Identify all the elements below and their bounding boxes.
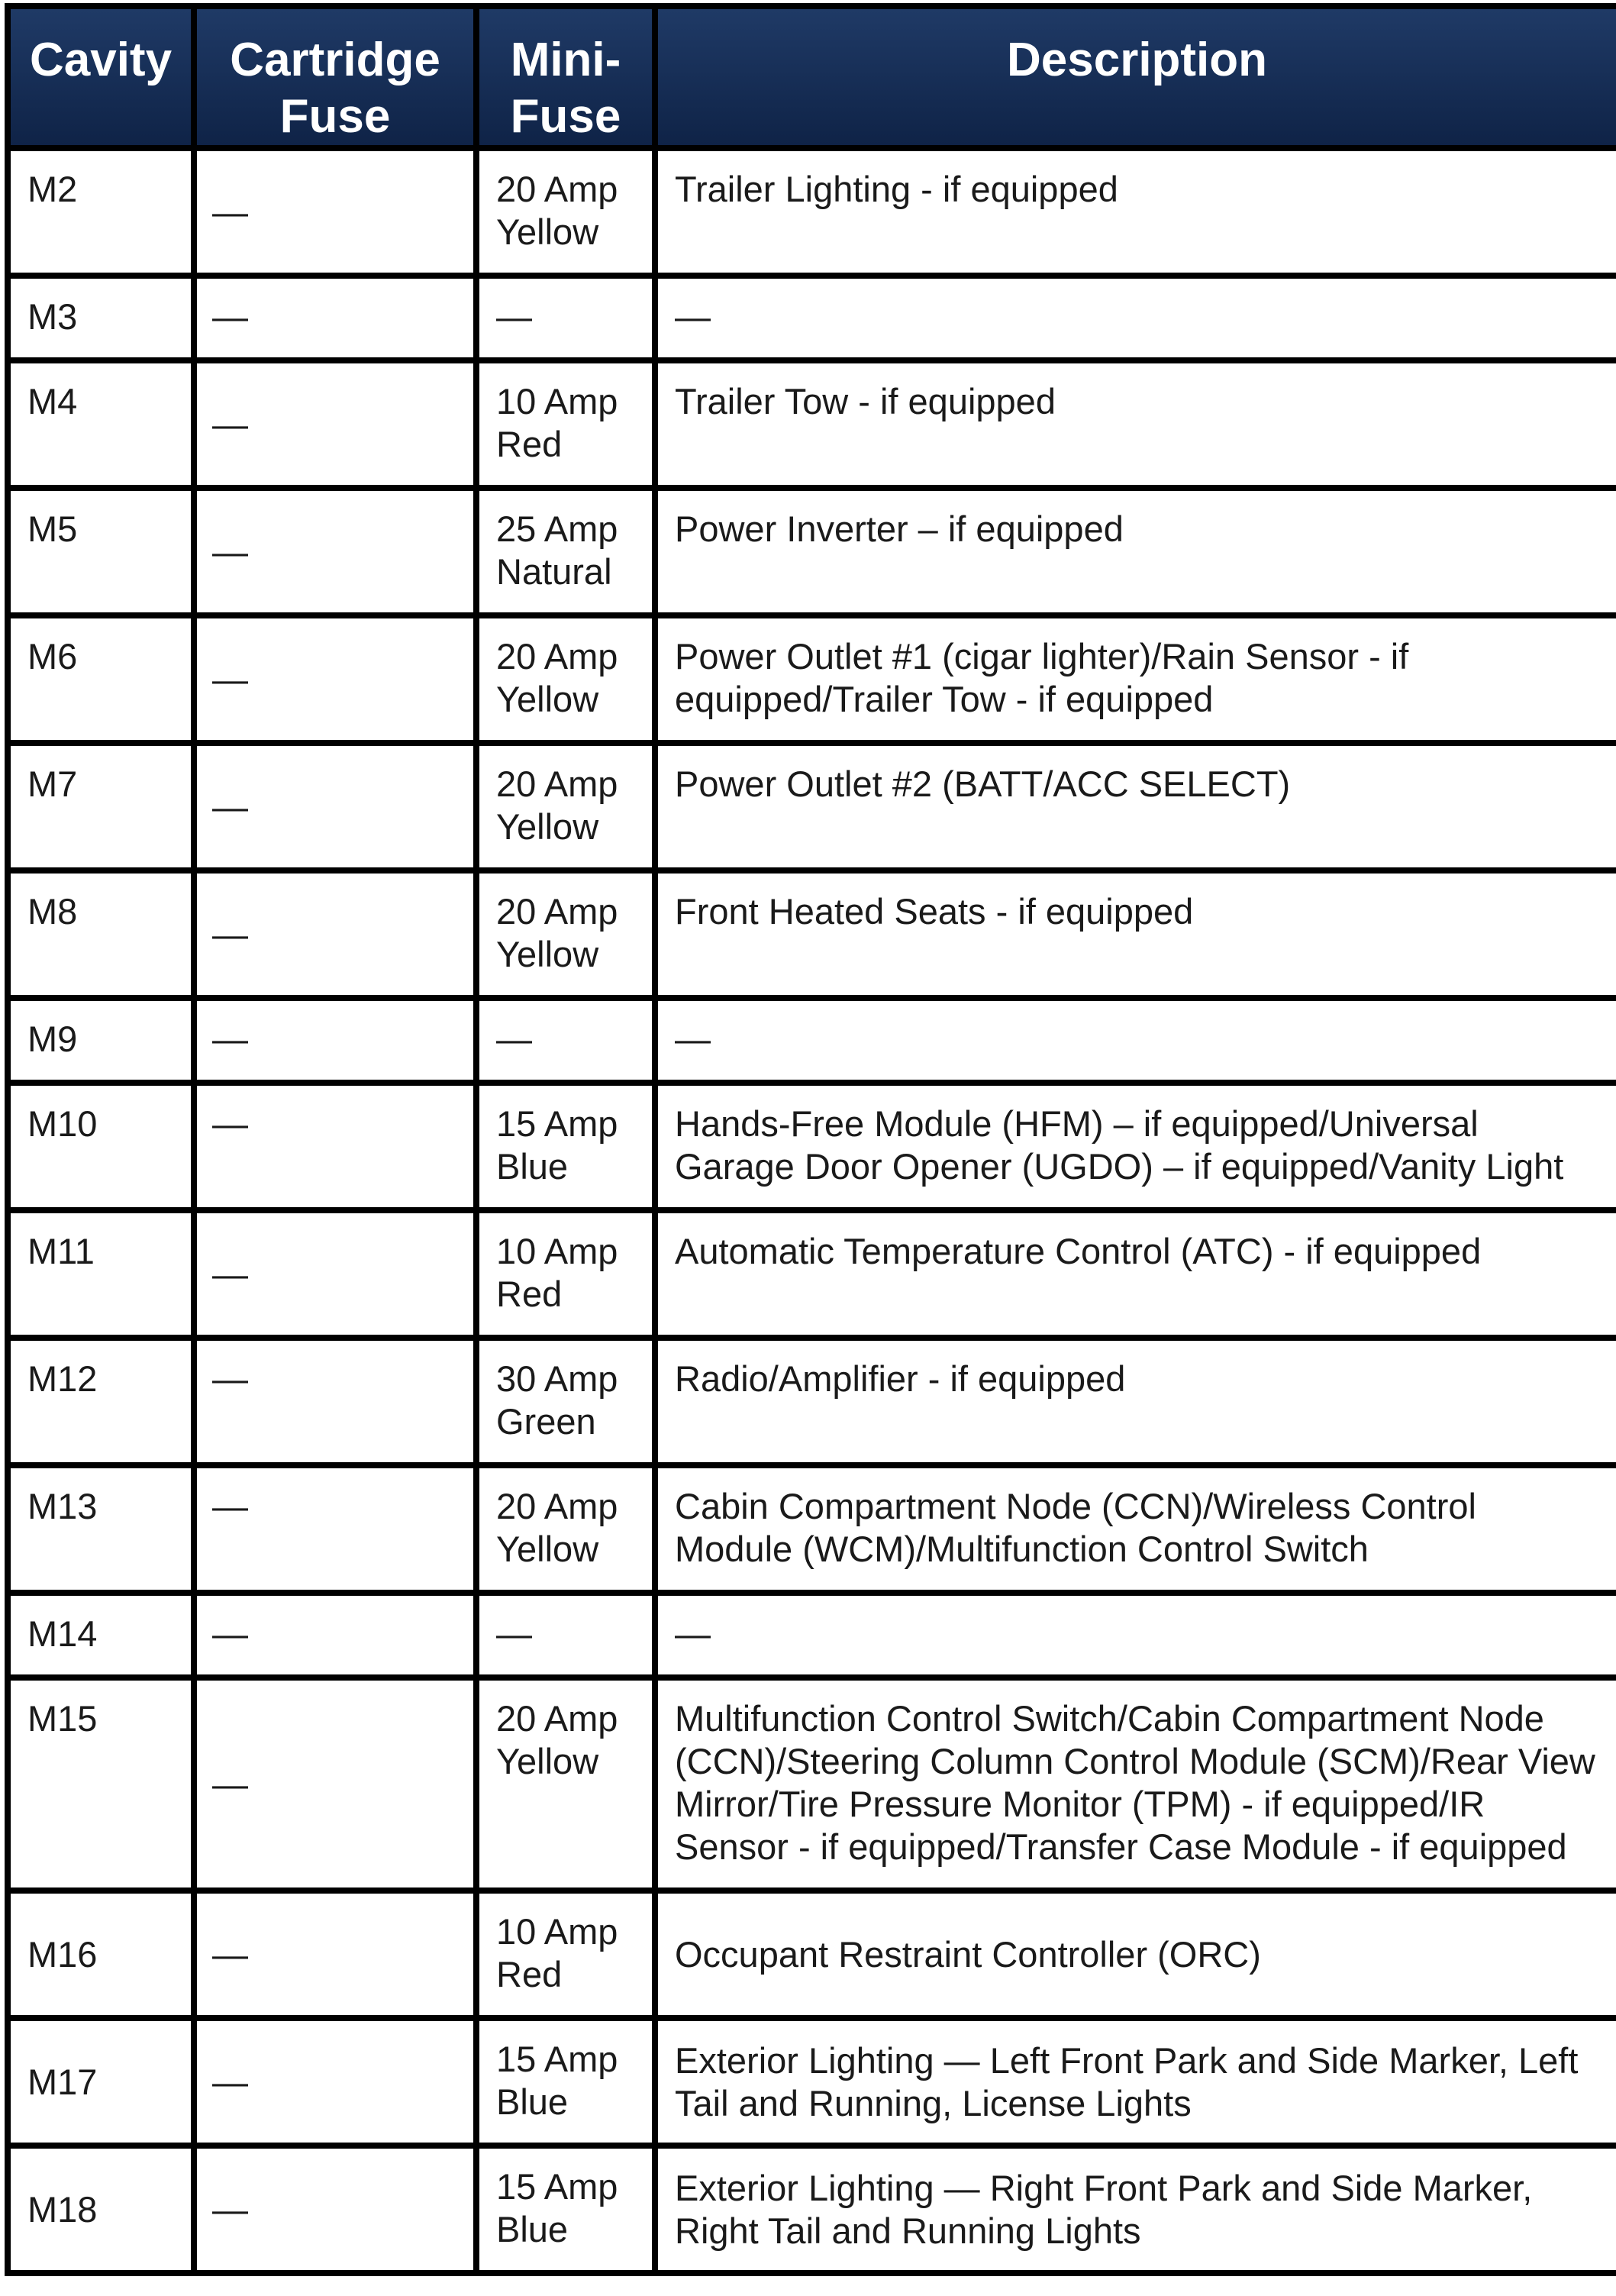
description-cell: Automatic Temperature Control (ATC) - if equipped xyxy=(655,1210,1616,1338)
cavity-cell: M16 xyxy=(8,1891,194,2018)
mini-fuse-cell: 20 Amp Yellow xyxy=(476,1465,655,1593)
mini-fuse-cell: 20 Amp Yellow xyxy=(476,743,655,870)
header-cavity: Cavity xyxy=(8,6,194,148)
description-cell: — xyxy=(655,1593,1616,1678)
cartridge-fuse-cell: — xyxy=(194,743,476,870)
table-row xyxy=(8,743,1616,870)
mini-fuse-cell: 15 Amp Blue xyxy=(476,2146,655,2273)
cavity-cell: M7 xyxy=(8,743,194,870)
description-cell: Exterior Lighting — Right Front Park and Side Marker, Right Tail and Running Lights xyxy=(655,2146,1616,2273)
table-row xyxy=(8,870,1616,998)
header-description: Description xyxy=(655,6,1616,148)
cavity-cell: M5 xyxy=(8,488,194,615)
table-row xyxy=(8,998,1616,1083)
cartridge-fuse-cell: — xyxy=(194,360,476,488)
mini-fuse-cell: 25 Amp Natural xyxy=(476,488,655,615)
header-cartridge-fuse: Cartridge Fuse xyxy=(194,6,476,148)
cartridge-fuse-cell: — xyxy=(194,276,476,360)
cartridge-fuse-cell: — xyxy=(194,2018,476,2146)
table-row xyxy=(8,2018,1616,2146)
fuse-table xyxy=(5,3,1616,2276)
cavity-cell: M9 xyxy=(8,998,194,1083)
cavity-cell: M4 xyxy=(8,360,194,488)
cartridge-fuse-cell: — xyxy=(194,998,476,1083)
cavity-cell: M12 xyxy=(8,1338,194,1465)
cavity-cell: M15 xyxy=(8,1678,194,1891)
cartridge-fuse-cell: — xyxy=(194,488,476,615)
cartridge-fuse-cell: — xyxy=(194,1083,476,1210)
mini-fuse-cell: 15 Amp Blue xyxy=(476,1083,655,1210)
description-cell: Cabin Compartment Node (CCN)/Wireless Control Module (WCM)/Multifunction Control Switch xyxy=(655,1465,1616,1593)
description-cell: — xyxy=(655,998,1616,1083)
table-row xyxy=(8,488,1616,615)
mini-fuse-cell: 20 Amp Yellow xyxy=(476,148,655,276)
cavity-cell: M6 xyxy=(8,615,194,743)
mini-fuse-cell: — xyxy=(476,998,655,1083)
mini-fuse-cell: — xyxy=(476,1593,655,1678)
header-row xyxy=(8,6,1616,148)
cartridge-fuse-cell: — xyxy=(194,1210,476,1338)
description-cell: Multifunction Control Switch/Cabin Compartment Node (CCN)/Steering Column Control Module (SCM)/Rear View Mirror/Tire Pressure Monitor (TPM) - if equipped/IR Sensor - if equipped/Transfer Case Module - if equipped xyxy=(655,1678,1616,1891)
table-row xyxy=(8,148,1616,276)
cartridge-fuse-cell: — xyxy=(194,1678,476,1891)
table-row xyxy=(8,1891,1616,2018)
description-cell: — xyxy=(655,276,1616,360)
description-cell: Hands-Free Module (HFM) – if equipped/Universal Garage Door Opener (UGDO) – if equipped/Vanity Light xyxy=(655,1083,1616,1210)
table-row xyxy=(8,1338,1616,1465)
cartridge-fuse-cell: — xyxy=(194,1465,476,1593)
description-cell: Front Heated Seats - if equipped xyxy=(655,870,1616,998)
table-row xyxy=(8,1465,1616,1593)
table-row xyxy=(8,1210,1616,1338)
table-row xyxy=(8,276,1616,360)
mini-fuse-cell: 30 Amp Green xyxy=(476,1338,655,1465)
table-row xyxy=(8,1678,1616,1891)
table-row xyxy=(8,2146,1616,2273)
description-cell: Power Outlet #1 (cigar lighter)/Rain Sensor - if equipped/Trailer Tow - if equipped xyxy=(655,615,1616,743)
cavity-cell: M10 xyxy=(8,1083,194,1210)
mini-fuse-cell: 20 Amp Yellow xyxy=(476,1678,655,1891)
mini-fuse-cell: 20 Amp Yellow xyxy=(476,870,655,998)
table-row xyxy=(8,1083,1616,1210)
cavity-cell: M3 xyxy=(8,276,194,360)
description-cell: Trailer Tow - if equipped xyxy=(655,360,1616,488)
cartridge-fuse-cell: — xyxy=(194,148,476,276)
description-cell: Occupant Restraint Controller (ORC) xyxy=(655,1891,1616,2018)
cavity-cell: M17 xyxy=(8,2018,194,2146)
cavity-cell: M8 xyxy=(8,870,194,998)
cartridge-fuse-cell: — xyxy=(194,1338,476,1465)
description-cell: Radio/Amplifier - if equipped xyxy=(655,1338,1616,1465)
cartridge-fuse-cell: — xyxy=(194,1891,476,2018)
header-mini-fuse: Mini-Fuse xyxy=(476,6,655,148)
cavity-cell: M11 xyxy=(8,1210,194,1338)
cavity-cell: M14 xyxy=(8,1593,194,1678)
cartridge-fuse-cell: — xyxy=(194,1593,476,1678)
description-cell: Power Outlet #2 (BATT/ACC SELECT) xyxy=(655,743,1616,870)
table-row xyxy=(8,1593,1616,1678)
cartridge-fuse-cell: — xyxy=(194,870,476,998)
cavity-cell: M13 xyxy=(8,1465,194,1593)
mini-fuse-cell: 10 Amp Red xyxy=(476,1891,655,2018)
description-cell: Exterior Lighting — Left Front Park and Side Marker, Left Tail and Running, License Lights xyxy=(655,2018,1616,2146)
description-cell: Trailer Lighting - if equipped xyxy=(655,148,1616,276)
table-row xyxy=(8,360,1616,488)
description-cell: Power Inverter – if equipped xyxy=(655,488,1616,615)
cavity-cell: M18 xyxy=(8,2146,194,2273)
mini-fuse-cell: 15 Amp Blue xyxy=(476,2018,655,2146)
table-row xyxy=(8,615,1616,743)
mini-fuse-cell: 10 Amp Red xyxy=(476,360,655,488)
mini-fuse-cell: 10 Amp Red xyxy=(476,1210,655,1338)
cavity-cell: M2 xyxy=(8,148,194,276)
cartridge-fuse-cell: — xyxy=(194,2146,476,2273)
mini-fuse-cell: — xyxy=(476,276,655,360)
cartridge-fuse-cell: — xyxy=(194,615,476,743)
mini-fuse-cell: 20 Amp Yellow xyxy=(476,615,655,743)
